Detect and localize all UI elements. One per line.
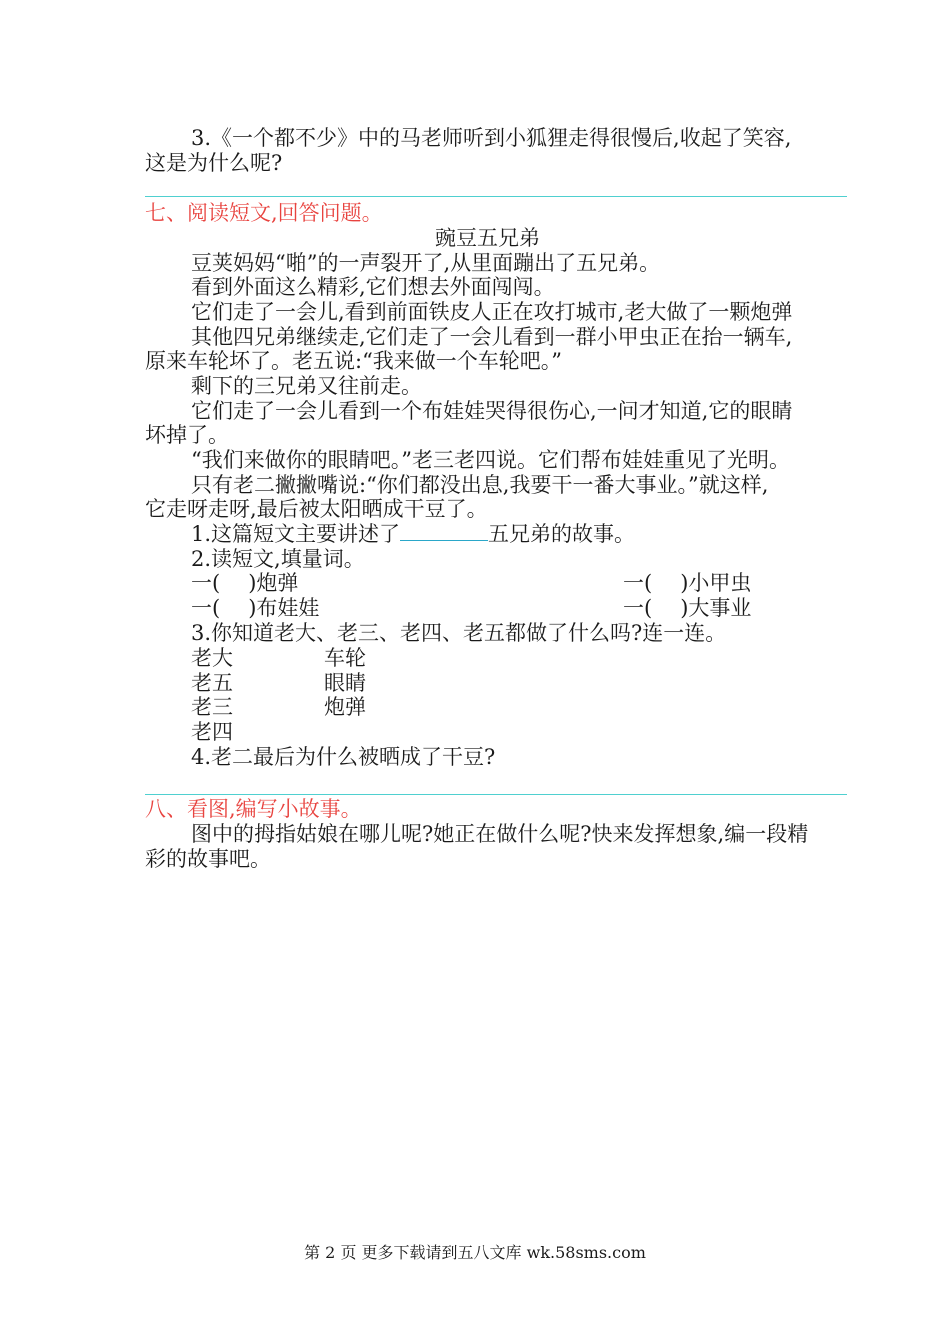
story-paragraph: 只有老二撇撇嘴说:“你们都没出息,我要干一番大事业。”就这样,: [191, 473, 769, 497]
question-3-title: 3.你知道老大、老三、老四、老五都做了什么吗?连一连。: [191, 621, 727, 645]
q3-line-2: 这是为什么呢?: [145, 151, 283, 175]
q3-line-1: 3.《一个都不少》中的马老师听到小狐狸走得很慢后,收起了笑容,: [191, 126, 792, 150]
story-paragraph: 它走呀走呀,最后被太阳晒成干豆了。: [145, 497, 488, 521]
section-divider: [145, 794, 847, 795]
measure-word-blank[interactable]: 一( )大事业: [623, 596, 752, 620]
matching-row: [191, 695, 491, 720]
story-paragraph: 它们走了一会儿看到一个布娃娃哭得很伤心,一问才知道,它的眼睛: [191, 399, 793, 423]
question-1: [191, 522, 635, 547]
matching-row: [191, 671, 491, 696]
matching-row: [191, 646, 491, 671]
section8-prompt: 彩的故事吧。: [145, 847, 271, 871]
brother-label[interactable]: 老四: [191, 720, 233, 744]
measure-word-blank[interactable]: 一( )小甲虫: [623, 571, 752, 595]
story-paragraph: 其他四兄弟继续走,它们走了一会儿看到一群小甲虫正在抬一辆车,: [191, 325, 793, 349]
story-paragraph: 原来车轮坏了。老五说:“我来做一个车轮吧。”: [145, 349, 563, 373]
brother-label[interactable]: 老五: [191, 671, 233, 695]
section8-prompt: 图中的拇指姑娘在哪儿呢?她正在做什么呢?快来发挥想象,编一段精: [191, 822, 809, 846]
question-2-title: 2.读短文,填量词。: [191, 547, 365, 571]
answer-blank[interactable]: [400, 522, 488, 541]
story-paragraph: 坏掉了。: [145, 423, 229, 447]
story-paragraph: 豆荚妈妈“啪”的一声裂开了,从里面蹦出了五兄弟。: [191, 251, 661, 275]
story-paragraph: 它们走了一会儿,看到前面铁皮人正在攻打城市,老大做了一颗炮弹: [191, 300, 793, 324]
question-4: 4.老二最后为什么被晒成了干豆?: [191, 745, 496, 769]
story-paragraph: 看到外面这么精彩,它们想去外面闯闯。: [191, 275, 555, 299]
page-footer: 第 2 页 更多下载请到五八文库 wk.58sms.com: [304, 1243, 646, 1262]
measure-word-row: [191, 571, 791, 596]
brother-label[interactable]: 老三: [191, 695, 233, 719]
section7-heading: 七、阅读短文,回答问题。: [145, 201, 383, 225]
measure-word-blank[interactable]: 一( )布娃娃: [191, 596, 320, 620]
measure-word-blank[interactable]: 一( )炮弹: [191, 571, 299, 595]
section-divider: [145, 196, 847, 197]
item-label[interactable]: 眼睛: [324, 671, 366, 695]
story-paragraph: 剩下的三兄弟又往前走。: [191, 374, 422, 398]
item-label[interactable]: 车轮: [324, 646, 366, 670]
item-label[interactable]: 炮弹: [324, 695, 366, 719]
measure-word-row: [191, 596, 791, 621]
question-1-prefix: 1.这篇短文主要讲述了: [191, 522, 401, 546]
story-paragraph: “我们来做你的眼睛吧。”老三老四说。它们帮布娃娃重见了光明。: [191, 448, 790, 472]
story-title: 豌豆五兄弟: [435, 226, 540, 250]
section8-heading: 八、看图,编写小故事。: [145, 797, 362, 821]
question-1-suffix: 五兄弟的故事。: [488, 522, 636, 546]
brother-label[interactable]: 老大: [191, 646, 233, 670]
